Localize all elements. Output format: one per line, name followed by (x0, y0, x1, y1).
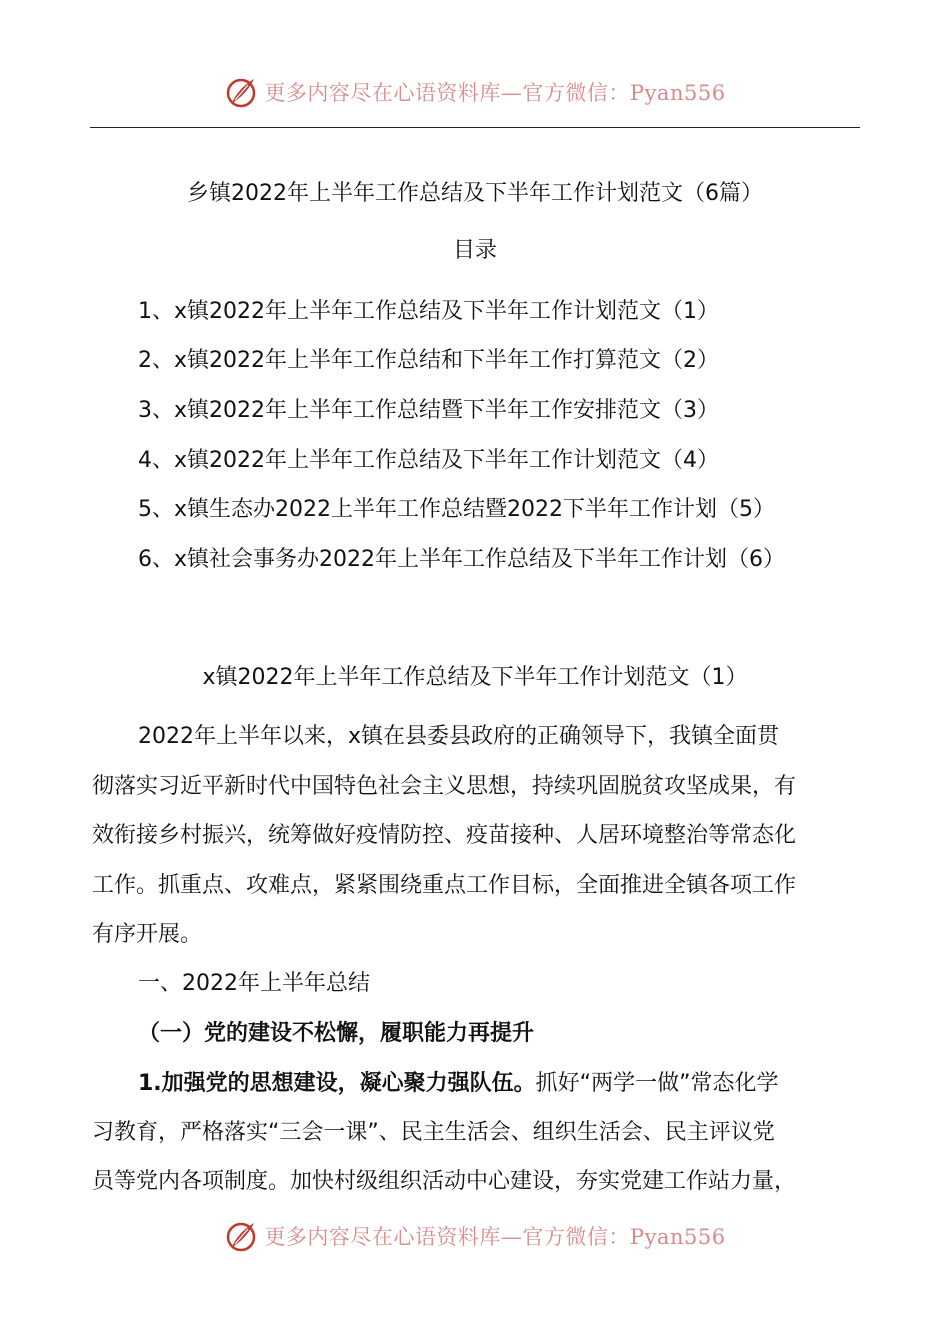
paragraph-line: 员等党内各项制度。加快村级组织活动中心建设，夯实党建工作站力量， (92, 1169, 797, 1194)
toc-item: 5、x镇生态办2022上半年工作总结暨2022下半年工作计划（5） (138, 497, 775, 522)
toc-item: 1、x镇2022年上半年工作总结及下半年工作计划范文（1） (138, 299, 720, 324)
paragraph-line: 彻落实习近平新时代中国特色社会主义思想，持续巩固脱贫攻坚成果，有 (92, 774, 797, 799)
point-one-first-line (138, 1069, 778, 1099)
toc-heading: 目录 (452, 238, 497, 263)
toc-item: 6、x镇社会事务办2022年上半年工作总结及下半年工作计划（6） (138, 547, 786, 572)
subsection-heading: （一）党的建设不松懈，履职能力再提升 (138, 1021, 535, 1046)
toc-item: 4、x镇2022年上半年工作总结及下半年工作计划范文（4） (138, 448, 720, 473)
footer-watermark (0, 1214, 950, 1258)
paragraph-line: 2022年上半年以来，x镇在县委县政府的正确领导下，我镇全面贯 (138, 724, 780, 749)
header-divider (90, 127, 860, 128)
paragraph-line: 有序开展。 (92, 922, 203, 947)
document-title: 乡镇2022年上半年工作总结及下半年工作计划范文（6篇） (187, 181, 763, 206)
watermark-text: 更多内容尽在心语资料库—官方微信：Pyan556 (264, 1225, 726, 1249)
watermark-text: 更多内容尽在心语资料库—官方微信：Pyan556 (264, 81, 726, 105)
paragraph-line: 习教育，严格落实“三会一课”、民主生活会、组织生活会、民主评议党 (92, 1120, 775, 1145)
paragraph-line: 工作。抓重点、攻难点，紧紧围绕重点工作目标，全面推进全镇各项工作 (92, 873, 797, 898)
point-lead: 1.加强党的思想建设，凝心聚力强队伍。 (138, 1071, 536, 1096)
feather-quill-logo-icon (224, 1219, 258, 1253)
article-title: x镇2022年上半年工作总结及下半年工作计划范文（1） (202, 665, 748, 690)
header-watermark (0, 70, 950, 114)
point-text: 抓好“两学一做”常态化学 (535, 1071, 779, 1096)
section-heading: 一、2022年上半年总结 (138, 971, 370, 996)
paragraph-line: 效衔接乡村振兴，统筹做好疫情防控、疫苗接种、人居环境整治等常态化 (92, 823, 797, 848)
toc-item: 3、x镇2022年上半年工作总结暨下半年工作安排范文（3） (138, 398, 720, 423)
toc-item: 2、x镇2022年上半年工作总结和下半年工作打算范文（2） (138, 348, 720, 373)
feather-quill-logo-icon (224, 75, 258, 109)
